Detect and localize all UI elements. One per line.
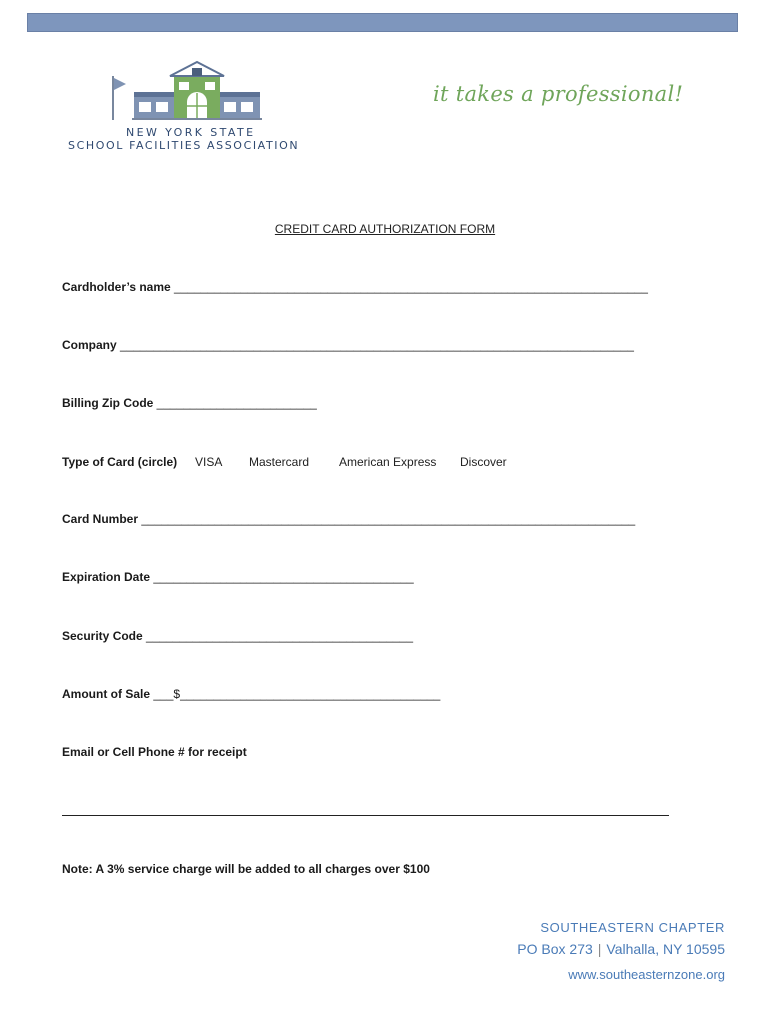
card-type-label: Type of Card (circle)	[62, 455, 178, 469]
footer-city: Valhalla, NY 10595	[606, 941, 725, 957]
card-option-mastercard[interactable]: Mastercard	[249, 455, 310, 469]
card-number-field[interactable]	[62, 512, 635, 526]
company-blank[interactable]: _____________________________________________________________________________	[120, 338, 634, 352]
form-title: CREDIT CARD AUTHORIZATION FORM	[274, 222, 496, 236]
cardholder-name-field[interactable]	[62, 280, 648, 294]
amount-currency-prefix: ___$	[153, 687, 181, 701]
card-number-label: Card Number	[62, 512, 139, 526]
expiration-date-blank[interactable]: _______________________________________	[153, 570, 414, 584]
company-label: Company	[62, 338, 117, 352]
tagline: it takes a professional!	[433, 82, 684, 106]
service-charge-note: Note: A 3% service charge will be added to all charges over $100	[62, 862, 430, 876]
billing-zip-label: Billing Zip Code	[62, 396, 154, 410]
amount-of-sale-field[interactable]	[62, 687, 440, 701]
footer-chapter: SOUTHEASTERN CHAPTER	[540, 920, 725, 935]
header-bar	[27, 13, 738, 32]
card-number-blank[interactable]: __________________________________________________________________________	[141, 512, 636, 526]
security-code-field[interactable]	[62, 629, 413, 643]
footer-po-box: PO Box 273	[517, 941, 593, 957]
security-code-label: Security Code	[62, 629, 143, 643]
footer-address	[517, 941, 725, 957]
footer-separator: |	[597, 941, 602, 957]
card-option-discover[interactable]: Discover	[460, 455, 507, 469]
card-option-visa[interactable]: VISA	[195, 455, 223, 469]
amount-of-sale-label: Amount of Sale	[62, 687, 151, 701]
email-phone-label: Email or Cell Phone # for receipt	[62, 745, 247, 759]
billing-zip-blank[interactable]: ________________________	[156, 396, 317, 410]
org-name-line-1: NEW YORK STATE	[126, 126, 256, 139]
billing-zip-field[interactable]	[62, 396, 317, 410]
expiration-date-field[interactable]	[62, 570, 414, 584]
cardholder-name-blank[interactable]: _______________________________________________________________________	[174, 280, 648, 294]
cardholder-name-label: Cardholder’s name	[62, 280, 171, 294]
security-code-blank[interactable]: ________________________________________	[146, 629, 413, 643]
org-name-line-2: SCHOOL FACILITIES ASSOCIATION	[68, 139, 300, 152]
company-field[interactable]	[62, 338, 634, 352]
amount-of-sale-blank[interactable]: _______________________________________	[180, 687, 441, 701]
expiration-date-label: Expiration Date	[62, 570, 151, 584]
card-option-american-express[interactable]: American Express	[339, 455, 437, 469]
email-phone-blank-line[interactable]	[62, 815, 669, 816]
footer-website-link[interactable]: www.southeasternzone.org	[568, 967, 725, 982]
